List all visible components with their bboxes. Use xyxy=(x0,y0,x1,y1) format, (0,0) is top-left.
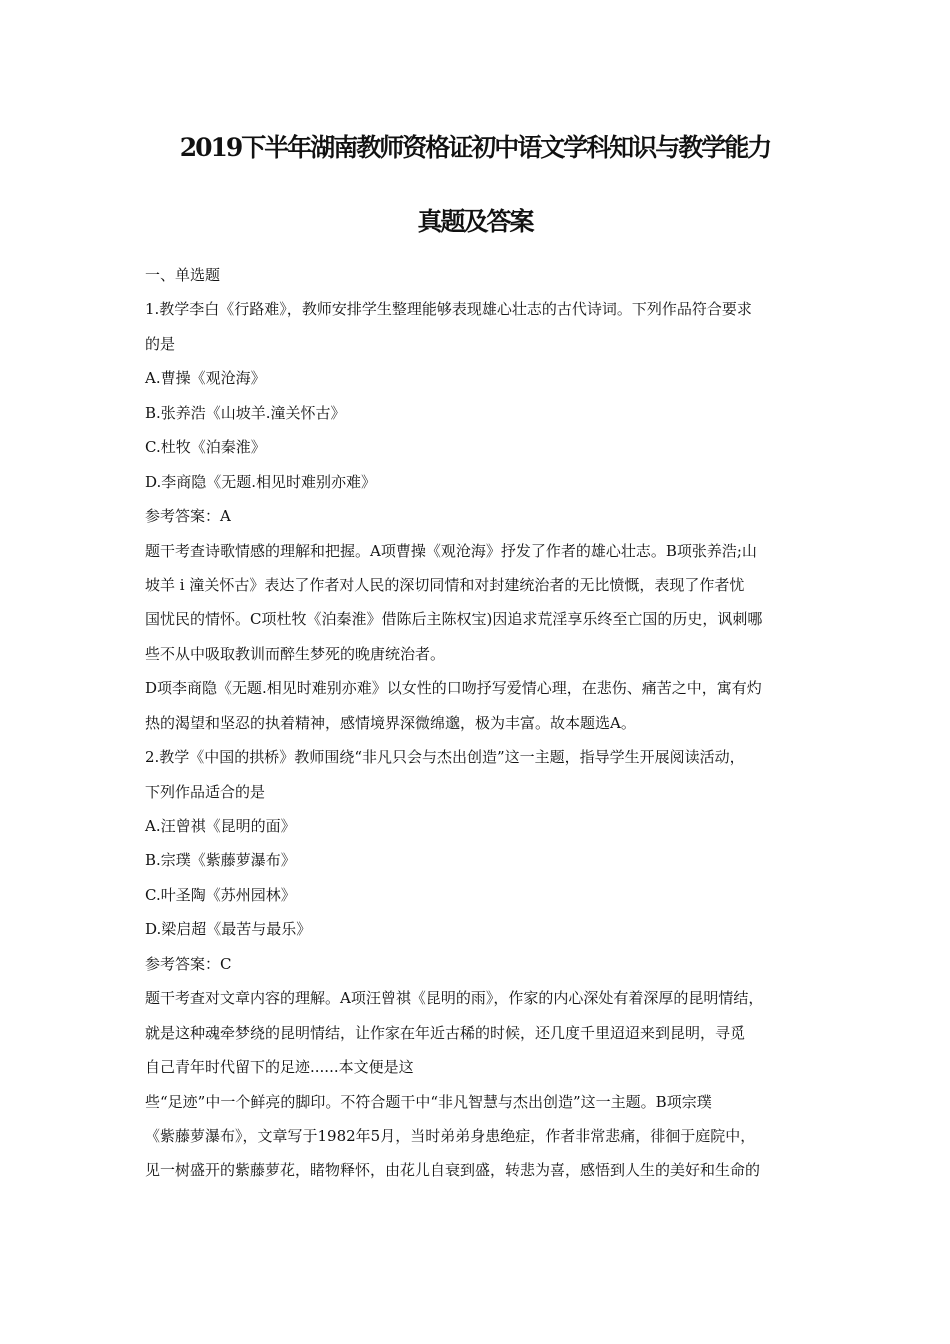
question-2-stem: 2.教学《中国的拱桥》教师围绕“非凡只会与杰出创造”这一主题，指导学生开展阅读活动， xyxy=(145,748,745,767)
document-body xyxy=(145,258,815,1188)
question-1-stem: 1.教学李白《行路难》，教师安排学生整理能够表现雄心壮志的古代诗词。下列作品符合要求 xyxy=(145,300,752,319)
question-1-explanation: 些不从中吸取教训而醉生梦死的晚唐统治者。 xyxy=(145,644,446,663)
question-1-stem-cont: 的是 xyxy=(145,334,176,353)
question-2-explanation: 题干考查对文章内容的理解。A项汪曾祺《昆明的雨》，作家的内心深处有着深厚的昆明情结， xyxy=(145,989,764,1008)
question-2-stem-cont: 下列作品适合的是 xyxy=(145,782,266,801)
question-1-option-b: B.张养浩《山坡羊.潼关怀古》 xyxy=(145,403,346,422)
question-2-answer: 参考答案：C xyxy=(145,954,232,973)
question-1-option-d: D.李商隐《无题.相见时难别亦难》 xyxy=(145,472,377,491)
question-1-explanation: D项李商隐《无题.相见时难别亦难》以女性的口吻抒写爱情心理，在悲伤、痛苦之中，寓有灼 xyxy=(145,679,762,698)
document-title-line-2: 真题及答案 xyxy=(417,207,533,236)
question-1-explanation: 坡羊 i 潼关怀古》表达了作者对人民的深切同情和对封建统治者的无比愤慨，表现了作者忧 xyxy=(145,575,745,594)
document-title-line-1: 2019下半年湖南教师资格证初中语文学科知识与教学能力 xyxy=(179,133,771,162)
question-2-option-b: B.宗璞《紫藤萝瀑布》 xyxy=(145,851,296,870)
question-2-option-c: C.叶圣陶《苏州园林》 xyxy=(145,885,296,904)
question-2-explanation: 些“足迹”中一个鲜亮的脚印。不符合题干中“非凡智慧与杰出创造”这一主题。B项宗璞 xyxy=(145,1092,712,1111)
question-2-explanation: 《紫藤萝瀑布》，文章写于1982年5月，当时弟弟身患绝症，作者非常悲痛，徘徊于庭院中， xyxy=(145,1126,756,1145)
question-2-explanation: 就是这种魂牵梦绕的昆明情结，让作家在年近古稀的时候，还几度千里迢迢来到昆明，寻觅 xyxy=(145,1023,746,1042)
question-1-option-c: C.杜牧《泊秦淮》 xyxy=(145,438,266,457)
question-2-explanation: 自己青年时代留下的足迹......本文便是这 xyxy=(145,1058,414,1077)
question-1-explanation: 题干考查诗歌情感的理解和把握。A项曹操《观沧海》抒发了作者的雄心壮志。B项张养浩;山 xyxy=(145,541,757,560)
question-1-option-a: A.曹操《观沧海》 xyxy=(145,369,266,388)
question-2-option-d: D.梁启超《最苦与最乐》 xyxy=(145,920,312,939)
question-2-option-a: A.汪曾祺《昆明的面》 xyxy=(145,817,296,835)
question-1-explanation: 国忧民的情怀。C项杜牧《泊秦淮》借陈后主陈权宝)因追求荒淫享乐终至亡国的历史，讽刺哪 xyxy=(145,610,763,629)
question-1-explanation: 热的渴望和坚忍的执着精神，感情境界深微绵邈，极为丰富。故本题选A。 xyxy=(145,713,636,732)
question-1-answer: 参考答案：A xyxy=(145,507,231,526)
section-heading: 一、单选题 xyxy=(145,266,221,284)
question-2-explanation: 见一树盛开的紫藤萝花，睹物释怀，由花儿自衰到盛，转悲为喜，感悟到人生的美好和生命的 xyxy=(145,1161,761,1180)
